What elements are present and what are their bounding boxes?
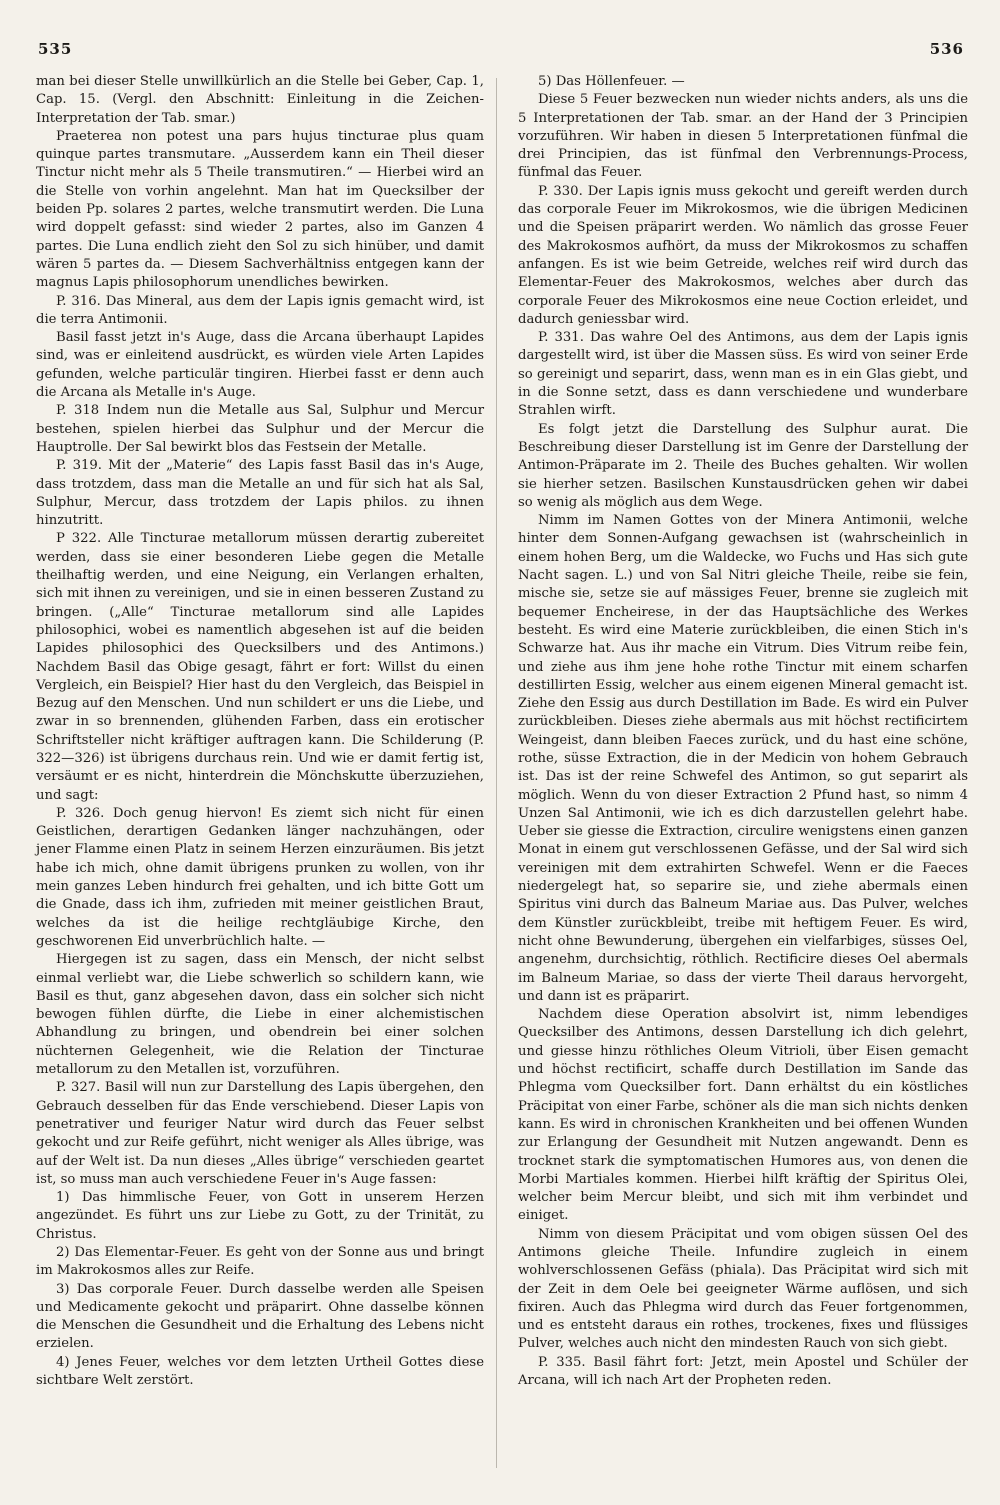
paragraph: Nachdem diese Operation absolvirt ist, nimm lebendiges Quecksilber des Antimons, dessen Darstellung ich dich gelehrt, und giesse hinzu röthliches Oleum Vitrioli, über Eisen gemacht und höchst rectificirt, schaffe durch Destillation im Sande das Phlegma vom Quecksilber fort. Dann erhältst du ein köstliches Präcipitat von einer Farbe, schöner als die man sich nichts denken kann. Es wird in chronischen Krankheiten und bei offenen Wunden zur Erlangung der Gesundheit mit Nutzen angewandt. Denn es trocknet stark die symptomatischen Humores aus, von denen die Morbi Martiales kommen. Hierbei hilft kräftig der Spiritus Olei, welcher beim Mercur bleibt, und sich mit ihm verbindet und einiget. <box>518 1007 968 1224</box>
paragraph: Es folgt jetzt die Darstellung des Sulphur aurat. Die Beschreibung dieser Darstellung ist im Genre der Darstellung der Antimon-Präparate im 2. Theile des Buches gehalten. Wir wollen sie hierher setzen. Basilschen Kunstausdrücken gehen wir dabei so wenig als möglich aus dem Wege. <box>518 421 968 510</box>
paragraph: Nimm im Namen Gottes von der Minera Antimonii, welche hinter dem Sonnen-Aufgang gewachsen ist (wahrscheinlich in einem hohen Berg, um die Waldecke, wo Fuchs und Has sich gute Nacht sagen. L.) und von Sal Nitri gleiche Theile, reibe sie fein, mische sie, setze sie auf mässiges Feuer, brenne sie zugleich mit bequemer Encheirese, in der das Hauptsächliche des Werkes besteht. Es wird eine Materie zurückbleiben, die einen Stich in's Schwarze hat. Aus ihr mache ein Vitrum. Dies Vitrum reibe fein, und ziehe aus ihm jene hohe rothe Tinctur mit einem scharfen destillirten Essig, welcher aus einem eigenen Mineral gemacht ist. Ziehe den Essig aus durch Destillation im Bade. Es wird ein Pulver zurückbleiben. Dieses ziehe abermals aus mit höchst rectificirtem Weingeist, dann bleiben Faeces zurück, und du hast eine schöne, rothe, süsse Extraction, die in der Medicin von hohem Gebrauch ist. Das ist der reine Schwefel des Antimon, so gut separirt als möglich. Wenn du von dieser Extraction 2 Pfund hast, so nimm 4 Unzen Sal Antimonii, wie ich es dich darzustellen gelehrt habe. Ueber sie giesse die Extraction, circulire wenigstens einen ganzen Monat in einem gut verschlossenen Gefässe, und der Sal wird sich vereinigen mit dem extrahirten Schwefel. Wenn er die Faeces niedergelegt hat, so separire sie, und ziehe abermals einen Spiritus vini durch das Balneum Mariae aus. Das Pulver, welches dem Künstler zurückbleibt, treibe mit heftigem Feuer. Es wird, nicht ohne Bewunderung, übergehen ein vielfarbiges, süsses Oel, angenehm, durchsichtig, röthlich. Rectificire dieses Oel abermals im Balneum Mariae, so dass der vierte Theil daraus hervorgeht, und dann ist es präparirt. <box>518 513 968 1004</box>
paragraph: Basil fasst jetzt in's Auge, dass die Arcana überhaupt Lapides sind, was er einleitend ausdrückt, es würden viele Arten Lapides gefunden, welche particulär tingiren. Hierbei fasst er denn auch die Arcana als Metalle in's Auge. <box>36 330 484 401</box>
paragraph: P. 330. Der Lapis ignis muss gekocht und gereift werden durch das corporale Feuer im Mikrokosmos, wie die übrigen Medicinen und die Speisen präparirt werden. Wo nämlich das grosse Feuer des Makrokosmos aufhört, da muss der Mikrokosmos zu schaffen anfangen. Es ist wie beim Getreide, welches reif wird durch das Elementar-Feuer des Makrokosmos, welches aber durch das corporale Feuer des Mikrokosmos eine neue Coction erleidet, und dadurch geniessbar wird. <box>518 183 968 327</box>
page-number-left: 535 <box>38 40 73 58</box>
page-number-right: 536 <box>929 40 964 58</box>
paragraph: P. 335. Basil fährt fort: Jetzt, mein Apostel und Schüler der Arcana, will ich nach Art der Propheten reden. <box>518 1354 968 1389</box>
list-item: 3) Das corporale Feuer. Durch dasselbe werden alle Speisen und Medicamente gekocht und präparirt. Ohne dasselbe können die Menschen die Gesundheit und die Erhaltung des Lebens nicht erzielen. <box>36 1281 484 1352</box>
paragraph: Nimm von diesem Präcipitat und vom obigen süssen Oel des Antimons gleiche Theile. Infundire zugleich in einem wohlverschlossenen Gefäss (phiala). Das Präcipitat wird sich mit der Zeit in dem Oele bei geeigneter Wärme auflösen, und sich fixiren. Auch das Phlegma wird durch das Feuer fortgenommen, und es entsteht daraus ein rothes, trockenes, fixes und flüssiges Pulver, welches auch nicht den mindesten Rauch von sich giebt. <box>518 1226 968 1352</box>
list-item: 2) Das Elementar-Feuer. Es geht von der Sonne aus und bringt im Makrokosmos alles zur Reife. <box>36 1245 484 1279</box>
paragraph: P. 318 Indem nun die Metalle aus Sal, Sulphur und Mercur bestehen, spielen hierbei das Sulphur und der Mercur die Hauptrolle. Der Sal bewirkt blos das Festsein der Metalle. <box>36 403 484 455</box>
right-column <box>518 73 968 1390</box>
column-divider <box>496 78 497 1468</box>
paragraph: P. 319. Mit der „Materie“ des Lapis fasst Basil das in's Auge, dass trotzdem, dass man die Metalle an und für sich hat als Sal, Sulphur, Mercur, dass trotzdem der Lapis philos. zu ihnen hinzutritt. <box>36 458 484 529</box>
paragraph: P. 327. Basil will nun zur Darstellung des Lapis übergehen, den Gebrauch desselben für das Ende verschiebend. Dieser Lapis von penetrativer und feuriger Natur wird durch das Feuer selbst gekocht und zur Reife geführt, nicht weniger als Alles übrige, was auf der Welt ist. Da nun dieses „Alles übrige“ verschieden geartet ist, so muss man auch verschiedene Feuer in's Auge fassen: <box>36 1080 484 1187</box>
paragraph: P. 316. Das Mineral, aus dem der Lapis ignis gemacht wird, ist die terra Antimonii. <box>36 293 484 327</box>
list-item: 4) Jenes Feuer, welches vor dem letzten Urtheil Gottes diese sichtbare Welt zerstört. <box>36 1354 484 1389</box>
paragraph: P 322. Alle Tincturae metallorum müssen derartig zubereitet werden, dass sie einer besonderen Liebe gegen die Metalle theilhaftig werden, und eine Neigung, ein Verlangen erhalten, sich mit ihnen zu vereinigen, und sie in einen besseren Zustand zu bringen. („Alle“ Tincturae metallorum sind alle Lapides philosophici, wobei es namentlich abgesehen ist auf die beiden Lapides philosophici des Quecksilbers und des Antimons.) Nachdem Basil das Obige gesagt, fährt er fort: Willst du einen Vergleich, ein Beispiel? Hier hast du den Vergleich, das Beispiel in Bezug auf den Menschen. Und nun schildert er uns die Liebe, und zwar in so brennenden, glühenden Farben, dass ein erotischer Schriftsteller nicht kräftiger auftragen kann. Die Schilderung (P. 322—326) ist übrigens durchaus rein. Und wie er damit fertig ist, versäumt er es nicht, hinterdrein die Mönchskutte überzuziehen, und sagt: <box>36 531 484 803</box>
paragraph: P. 326. Doch genug hiervon! Es ziemt sich nicht für einen Geistlichen, derartigen Gedanken länger nachzuhängen, oder jener Flamme einen Platz in seinem Herzen einzuräumen. Bis jetzt habe ich mich, ohne damit übrigens prunken zu wollen, von ihr mein ganzes Leben hindurch frei gehalten, und ich bitte Gott um die Gnade, dass ich ihm, zufrieden mit meiner geistlichen Braut, welches da ist die heilige rechtgläubige Kirche, den geschworenen Eid unverbrüchlich halte. — <box>36 805 484 949</box>
paragraph: man bei dieser Stelle unwillkürlich an die Stelle bei Geber, Cap. 1, Cap. 15. (Vergl. den Abschnitt: Einleitung in die Zeichen-Interpretation der Tab. smar.) <box>36 74 484 126</box>
paragraph: P. 331. Das wahre Oel des Antimons, aus dem der Lapis ignis dargestellt wird, ist über die Massen süss. Es wird von seiner Erde so gereinigt und separirt, dass, wenn man es in ein Glas giebt, und in die Sonne setzt, dass es dann verschiedene und wunderbare Strahlen wirft. <box>518 330 968 419</box>
paragraph: Diese 5 Feuer bezwecken nun wieder nichts anders, als uns die 5 Interpretationen der Tab. smar. an der Hand der 3 Principien vorzuführen. Wir haben in diesen 5 Interpretationen fünfmal die drei Principien, das ist fünfmal den Verbrennungs-Process, fünfmal das Feuer. <box>518 92 968 181</box>
paragraph: Hiergegen ist zu sagen, dass ein Mensch, der nicht selbst einmal verliebt war, die Liebe schwerlich so schildern kann, wie Basil es thut, ganz abgesehen davon, dass ein solcher sich nicht bewogen fühlen dürfte, die Liebe in einer alchemistischen Abhandlung zu bringen, und obendrein bei einer solchen nüchternen Gelegenheit, wie die Relation der Tincturae metallorum zu den Metallen ist, vorzuführen. <box>36 952 484 1078</box>
left-column <box>36 73 484 1390</box>
paragraph: Praeterea non potest una pars hujus tincturae plus quam quinque partes transmutare. „Ausserdem kann ein Theil dieser Tinctur nicht mehr als 5 Theile transmutiren.“ — Hierbei wird an die Stelle von vorhin angelehnt. Man hat im Quecksilber der beiden Pp. solares 2 partes, welche transmutirt werden. Die Luna wird doppelt gefasst: sind wieder 2 partes, also im Ganzen 4 partes. Die Luna endlich zieht den Sol zu sich hinüber, und damit wären 5 partes da. — Diesem Sachverhältniss entgegen kann der magnus Lapis philosophorum unendliches bewirken. <box>36 128 484 291</box>
list-item: 1) Das himmlische Feuer, von Gott in unserem Herzen angezündet. Es führt uns zur Liebe zu Gott, zu der Trinität, zu Christus. <box>36 1190 484 1242</box>
list-item: 5) Das Höllenfeuer. — <box>538 74 685 89</box>
